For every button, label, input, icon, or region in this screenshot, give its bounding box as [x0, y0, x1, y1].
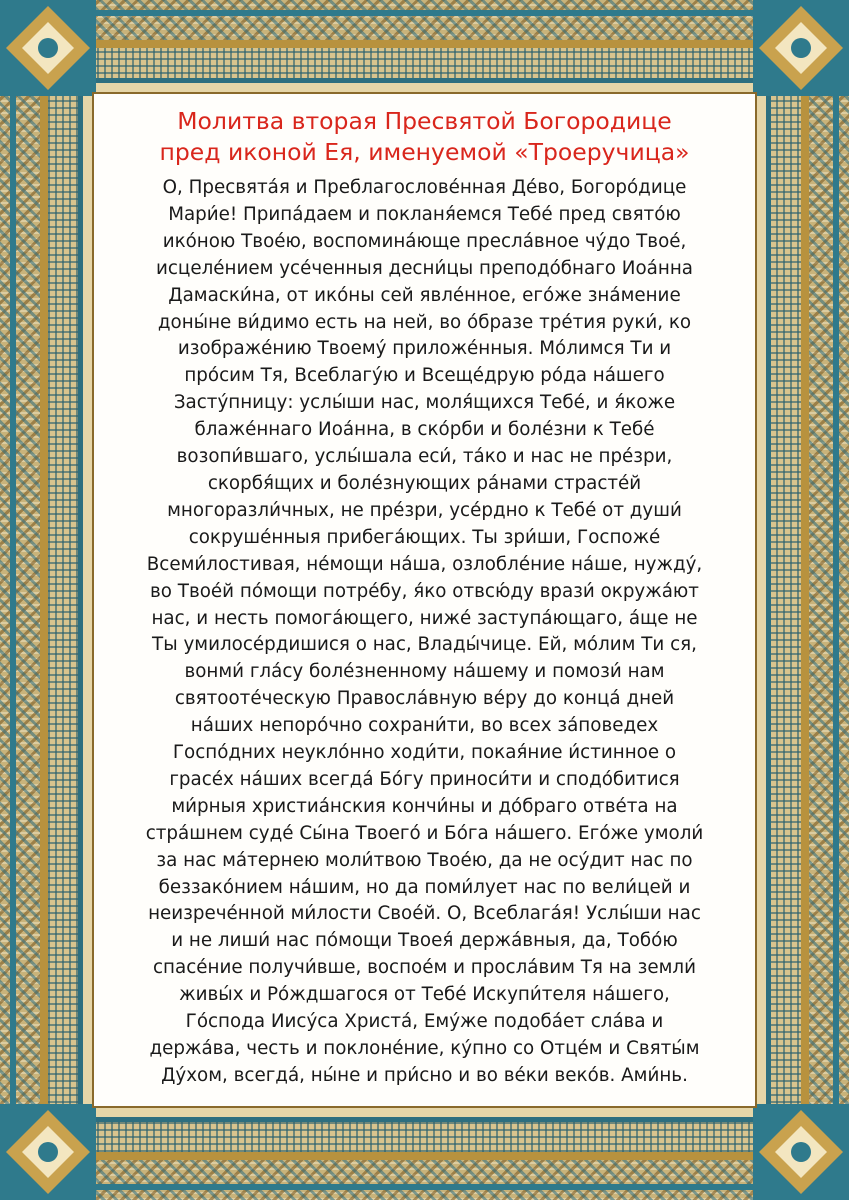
prayer-text-line: ико́ною Твое́ю, воспомина́юще пресла́вное чу́до Твое́,: [162, 230, 687, 252]
prayer-text-line: блаже́ннаго Иоа́нна, в ско́рби и боле́зни к Тебе́: [194, 419, 655, 441]
prayer-text-line: Ду́хом, всегда́, ны́не и при́сно и во ве́ки веко́в. Ами́нь.: [161, 1064, 688, 1086]
prayer-text-line: Го́спода Иису́са Христа́, Ему́же подоба́ет сла́ва и: [185, 1011, 664, 1033]
prayer-text-line: нас, и несть помога́ющего, ниже́ заступа́ющаго, а́ще не: [151, 607, 698, 629]
corner-ornament-icon: [0, 1104, 96, 1200]
corner-ornament-icon: [753, 1104, 849, 1200]
prayer-text-line: беззако́нием на́шим, но да поми́лует нас по вели́цей и: [158, 876, 691, 898]
prayer-text-line: святооте́ческую Правосла́вную ве́ру до конца́ дней: [174, 688, 675, 710]
prayer-text-line: Дамаски́на, от ико́ны сей явле́нное, его́же зна́мение: [168, 284, 681, 306]
prayer-text-line: Всеми́лостивая, не́мощи на́ша, озлобле́ние на́ше, нужду́,: [146, 553, 703, 575]
prayer-text-line: Мари́е! Припа́даем и покланя́емся Тебе́ пред свято́ю: [168, 203, 681, 225]
prayer-text-line: скорбя́щих и боле́знующих ра́нами страсте́й: [207, 472, 642, 494]
prayer-text-line: грасе́х на́ших всегда́ Бо́гу приноси́ти и сподо́битися: [169, 768, 680, 790]
prayer-title: [106, 106, 743, 168]
prayer-text-line: и не лиши́ нас по́мощи Твоея́ держа́вныя, да, Тобо́ю: [171, 930, 678, 952]
prayer-text-line: на́ших непоро́чно сохрани́ти, во всех за́поведех: [190, 715, 659, 737]
prayer-text-line: живы́х и Ро́ждшагося от Тебе́ Искупи́теля на́шего,: [179, 984, 670, 1006]
prayer-text-line: исцеле́нием усе́ченныя десни́цы преподо́бнаго Иоа́нна: [156, 257, 693, 279]
prayer-text-line: во Твое́й по́мощи потре́бу, я́ко отвсю́ду врази́ окружа́ют: [150, 580, 699, 602]
prayer-body: [106, 175, 743, 1090]
prayer-text-line: стра́шнем суде́ Сы́на Твоего́ и Бо́га на́шего. Его́же умоли́: [145, 822, 704, 844]
prayer-text-line: держа́ва, честь и поклоне́ние, ку́пно со Отце́м и Святы́м: [149, 1038, 700, 1059]
prayer-text-line: доны́не ви́димо есть на ней, во о́бразе тре́тия руки́, ко: [157, 311, 692, 333]
prayer-title-line-2: пред иконой Ея, именуемой «Троеручица»: [159, 138, 690, 166]
prayer-text-line: многоразли́чных, не пре́зри, усе́рдно к Тебе́ от души́: [167, 499, 682, 521]
prayer-text-line: Ты умилосе́рдишися о нас, Влады́чице. Ей, мо́лим Ти ся,: [152, 634, 697, 656]
prayer-text-line: про́сим Тя, Всеблагу́ю и Всеще́друю ро́да на́шего: [184, 365, 665, 387]
corner-ornament-icon: [753, 0, 849, 96]
prayer-text-line: ми́рныя христиа́нския кончи́ны и до́браго отве́та на: [171, 795, 678, 817]
prayer-text-panel: [92, 92, 757, 1108]
prayer-text-line: изображе́нию Твоему́ приложе́нныя. Мо́лимся Ти и: [177, 338, 672, 360]
prayer-text-line: за нас ма́тернею моли́твою Твое́ю, да не осу́дит нас по: [156, 849, 693, 871]
prayer-text-line: спасе́ние получи́вше, воспое́м и просла́вим Тя на земли́: [153, 957, 696, 979]
corner-ornament-icon: [0, 0, 96, 96]
prayer-title-line-1: Молитва вторая Пресвятой Богородице: [177, 107, 672, 135]
prayer-text-line: возопи́вшаго, услы́шала еси́, та́ко и нас не пре́зри,: [176, 446, 673, 468]
prayer-text-line: Засту́пницу: услы́ши нас, моля́щихся Тебе́, и я́коже: [173, 392, 676, 414]
prayer-text-line: Госпо́дних неукло́нно ходи́ти, покая́ние и́стинное о: [172, 742, 677, 764]
prayer-text-line: вонми́ гла́су боле́зненному на́шему и помози́ нам: [184, 661, 665, 683]
prayer-text-line: сокруше́нныя прибега́ющих. Ты зри́ши, Госпоже́: [188, 526, 661, 548]
prayer-text-line: О, Пресвята́я и Преблагослове́нная Де́во, Богоро́дице: [162, 177, 687, 198]
prayer-text-line: неизрече́нной ми́лости Свое́й. О, Всеблага́я! Услы́ши нас: [148, 903, 701, 925]
